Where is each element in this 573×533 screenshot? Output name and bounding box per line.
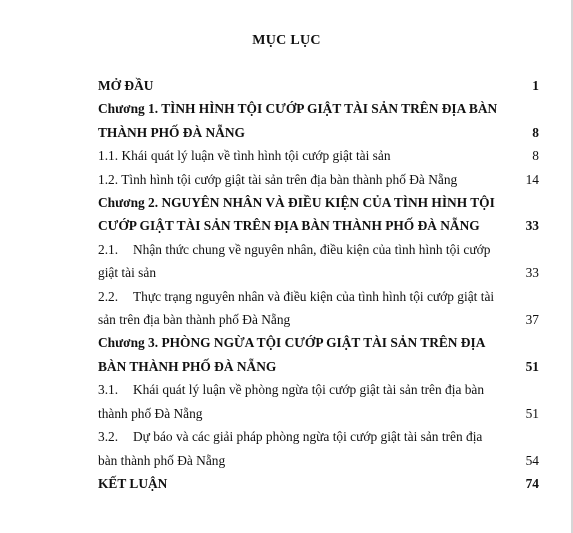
toc-page-number: 8 xyxy=(532,124,539,140)
toc-entry-ket-luan[interactable] xyxy=(98,472,539,495)
toc-page-number: 54 xyxy=(525,452,539,468)
toc-page-number: 74 xyxy=(525,475,539,491)
toc-entry-chuong-1[interactable] xyxy=(98,97,539,144)
toc-entry-mo-dau[interactable] xyxy=(98,74,539,97)
toc-page-number: 14 xyxy=(525,171,539,187)
toc-entry-number: 3.1. xyxy=(98,382,119,398)
page-title: MỤC LỤC xyxy=(252,33,321,48)
toc-page-number: 8 xyxy=(532,148,539,164)
toc-page-number: 51 xyxy=(525,405,539,421)
toc-entry-chuong-3[interactable] xyxy=(98,331,539,378)
toc-entry-number: 2.1. xyxy=(98,241,119,257)
toc-entry-text: MỞ ĐẦU xyxy=(98,78,154,93)
toc-entry-number: 3.2. xyxy=(98,429,119,445)
toc-entry-text: Chương 3. PHÒNG NGỪA TỘI CƯỚP GIẬT TÀI SẢN TRÊN ĐỊA BÀN THÀNH PHỐ ĐÀ NẴNG xyxy=(98,335,485,374)
toc-entry-1-1[interactable] xyxy=(98,144,539,167)
toc-page-number: 1 xyxy=(532,78,539,93)
toc-entry-text: Thực trạng nguyên nhân và điều kiện của tình hình tội cướp giật tài sản trên địa bàn thành phố Đà Nẵng xyxy=(98,288,495,328)
toc-entry-text: Khái quát lý luận về phòng ngừa tội cướp giật tài sản trên địa bàn thành phố Đà Nẵng xyxy=(98,382,485,421)
toc-entry-2-2[interactable] xyxy=(98,285,539,332)
toc-page-number: 33 xyxy=(525,218,539,234)
toc-entry-text: Chương 1. TÌNH HÌNH TỘI CƯỚP GIẬT TÀI SẢN TRÊN ĐỊA BÀN THÀNH PHỐ ĐÀ NẴNG xyxy=(98,101,498,140)
toc-entry-text: Dự báo và các giải pháp phòng ngừa tội cướp giật tài sản trên địa bàn thành phố Đà Nẵng xyxy=(98,429,483,468)
toc-entry-3-1[interactable] xyxy=(98,378,539,425)
toc-page-number: 33 xyxy=(525,265,539,281)
toc-page-number: 37 xyxy=(525,312,539,328)
toc-entry-chuong-2[interactable] xyxy=(98,191,539,238)
toc-entry-text: Tình hình tội cướp giật tài sản trên địa bàn thành phố Đà Nẵng xyxy=(121,171,458,187)
toc-entry-text: KẾT LUẬN xyxy=(98,475,168,491)
toc-entry-number: 1.1. xyxy=(98,148,119,164)
toc-entry-2-1[interactable] xyxy=(98,238,539,285)
toc-page-number: 51 xyxy=(525,358,539,374)
toc-entry-3-2[interactable] xyxy=(98,425,539,472)
toc-entry-text: Chương 2. NGUYÊN NHÂN VÀ ĐIỀU KIỆN CỦA TÌNH HÌNH TỘI CƯỚP GIẬT TÀI SẢN TRÊN ĐỊA BÀN THÀNH PHỐ ĐÀ NẴNG xyxy=(98,195,495,234)
toc-entry-number: 2.2. xyxy=(98,288,119,304)
toc-entry-text: Nhận thức chung về nguyên nhân, điều kiện của tình hình tội cướp giật tài sản xyxy=(98,241,491,281)
table-of-contents xyxy=(98,74,539,495)
toc-entry-1-2[interactable] xyxy=(98,168,539,191)
toc-entry-text: Khái quát lý luận về tình hình tội cướp giật tài sản xyxy=(121,148,391,164)
toc-entry-number: 1.2. xyxy=(98,171,119,187)
